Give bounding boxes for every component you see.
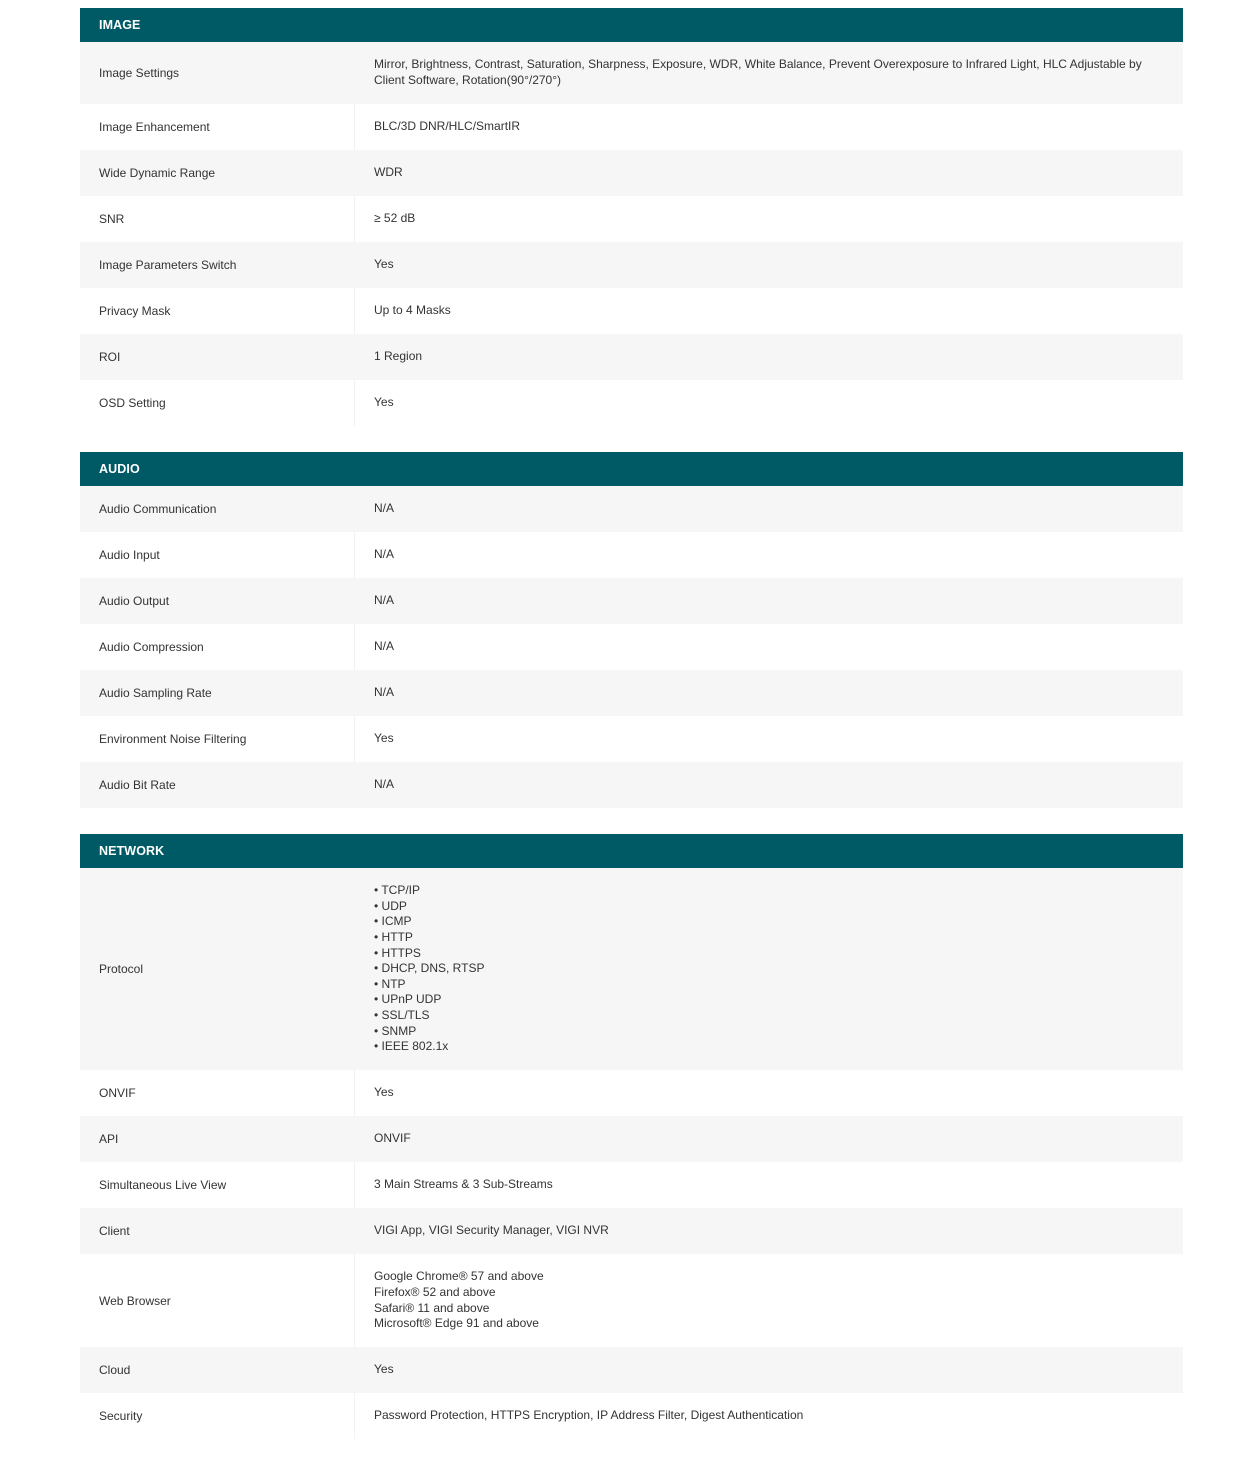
spec-row (80, 150, 1183, 196)
spec-label: Audio Bit Rate (99, 778, 176, 792)
spec-row (80, 1347, 1183, 1393)
spec-row (80, 532, 1183, 578)
spec-value-line: Safari® 11 and above (374, 1300, 490, 1315)
spec-value-line: Firefox® 52 and above (374, 1284, 496, 1299)
spec-value-line: Password Protection, HTTPS Encryption, IP Address Filter, Digest Authentication (374, 1408, 804, 1423)
spec-section-image (80, 8, 1183, 426)
spec-row (80, 104, 1183, 150)
spec-label: Audio Output (99, 594, 170, 608)
spec-label: OSD Setting (80, 380, 355, 426)
spec-value (355, 1116, 1183, 1162)
spec-section-network (80, 834, 1183, 1439)
spec-value-line: Yes (374, 1085, 394, 1100)
spec-value-line: • ICMP (374, 914, 412, 929)
spec-value-line: N/A (374, 593, 395, 608)
spec-value-line: VIGI App, VIGI Security Manager, VIGI NVR (374, 1223, 609, 1238)
spec-row (80, 1208, 1183, 1254)
spec-value (355, 486, 1183, 532)
spec-value (355, 578, 1183, 624)
spec-value-line: Yes (374, 731, 394, 746)
spec-value-line: • HTTPS (374, 945, 421, 960)
spec-value (355, 380, 1183, 426)
spec-row (80, 1070, 1183, 1116)
spec-label: Audio Compression (80, 624, 355, 670)
spec-label: Privacy Mask (80, 288, 355, 334)
spec-row (80, 1393, 1183, 1439)
spec-label: SNR (80, 196, 355, 242)
spec-label: Environment Noise Filtering (80, 716, 355, 762)
spec-value (355, 242, 1183, 288)
spec-label: Protocol (99, 962, 144, 976)
spec-row (80, 762, 1183, 808)
spec-value-line: 1 Region (374, 349, 423, 364)
spec-value-line: WDR (374, 165, 403, 180)
spec-row (80, 242, 1183, 288)
spec-value (355, 196, 1183, 242)
section-header: NETWORK (80, 834, 1183, 868)
spec-value (355, 1393, 1183, 1439)
spec-label: Web Browser (80, 1254, 355, 1347)
spec-value-line: • UPnP UDP (374, 992, 442, 1007)
spec-label: ONVIF (80, 1070, 355, 1116)
spec-value-line: Yes (374, 395, 394, 410)
spec-section-audio (80, 452, 1183, 808)
spec-row (80, 196, 1183, 242)
spec-table-container (80, 8, 1183, 1465)
spec-label: Security (80, 1393, 355, 1439)
spec-label: Image Enhancement (80, 104, 355, 150)
spec-value-line: Client Software, Rotation(90°/270°) (374, 73, 562, 87)
spec-value-line: BLC/3D DNR/HLC/SmartIR (374, 119, 521, 134)
spec-value-line: Google Chrome® 57 and above (374, 1269, 544, 1284)
spec-value-line: • NTP (374, 976, 406, 991)
spec-row (80, 716, 1183, 762)
spec-value-line: ≥ 52 dB (374, 211, 416, 226)
spec-value-line: N/A (374, 547, 395, 562)
spec-row (80, 1116, 1183, 1162)
spec-value-line: N/A (374, 501, 395, 516)
spec-value-line: • SNMP (374, 1023, 417, 1038)
spec-value-line: • SSL/TLS (374, 1007, 430, 1022)
spec-row (80, 486, 1183, 532)
spec-value-line: N/A (374, 639, 395, 654)
spec-label: Audio Communication (99, 502, 217, 516)
spec-value-line: 3 Main Streams & 3 Sub-Streams (374, 1177, 553, 1192)
spec-row (80, 288, 1183, 334)
spec-value (355, 1208, 1183, 1254)
spec-row (80, 624, 1183, 670)
spec-label: Cloud (99, 1363, 131, 1377)
spec-row (80, 578, 1183, 624)
spec-value-line: • TCP/IP (374, 883, 420, 898)
spec-value (355, 716, 1183, 762)
spec-value-line: Yes (374, 1362, 394, 1377)
spec-label: Image Settings (99, 66, 180, 80)
spec-value (355, 1347, 1183, 1393)
spec-value (355, 42, 1183, 104)
spec-label: Image Parameters Switch (99, 258, 237, 272)
spec-row (80, 42, 1183, 104)
spec-row (80, 380, 1183, 426)
spec-row (80, 1162, 1183, 1208)
spec-label: API (99, 1132, 119, 1146)
spec-value-line: N/A (374, 685, 395, 700)
spec-label: Client (99, 1224, 130, 1238)
section-header: AUDIO (80, 452, 1183, 486)
spec-value (355, 1070, 1183, 1116)
spec-value (355, 624, 1183, 670)
spec-value (355, 762, 1183, 808)
spec-value-line: Mirror, Brightness, Contrast, Saturation, Sharpness, Exposure, WDR, White Balance, Prevent Overexposure to Infrared Light, HLC Adjustable by (374, 57, 1142, 72)
spec-label: Wide Dynamic Range (99, 166, 216, 180)
spec-label: Simultaneous Live View (80, 1162, 355, 1208)
spec-row (80, 868, 1183, 1070)
spec-value (355, 670, 1183, 716)
spec-value-line: N/A (374, 777, 395, 792)
section-header: IMAGE (80, 8, 1183, 42)
spec-value-line: ONVIF (374, 1131, 411, 1146)
spec-value-line: • HTTP (374, 930, 413, 945)
spec-label: Audio Input (80, 532, 355, 578)
spec-value-line: • IEEE 802.1x (374, 1039, 449, 1054)
spec-row (80, 334, 1183, 380)
spec-value-line: • UDP (374, 898, 407, 913)
spec-value-line: • DHCP, DNS, RTSP (374, 961, 485, 976)
spec-value-line: Yes (374, 257, 394, 272)
spec-value (355, 1162, 1183, 1208)
spec-value (355, 104, 1183, 150)
spec-value (355, 868, 1183, 1070)
spec-label: ROI (99, 350, 121, 364)
spec-row (80, 670, 1183, 716)
spec-value (355, 532, 1183, 578)
spec-value (355, 1254, 1183, 1347)
spec-value-line: Up to 4 Masks (374, 303, 451, 318)
spec-value (355, 288, 1183, 334)
spec-row (80, 1254, 1183, 1347)
spec-value (355, 150, 1183, 196)
spec-value (355, 334, 1183, 380)
spec-value-line: Microsoft® Edge 91 and above (374, 1316, 539, 1331)
spec-label: Audio Sampling Rate (99, 686, 212, 700)
